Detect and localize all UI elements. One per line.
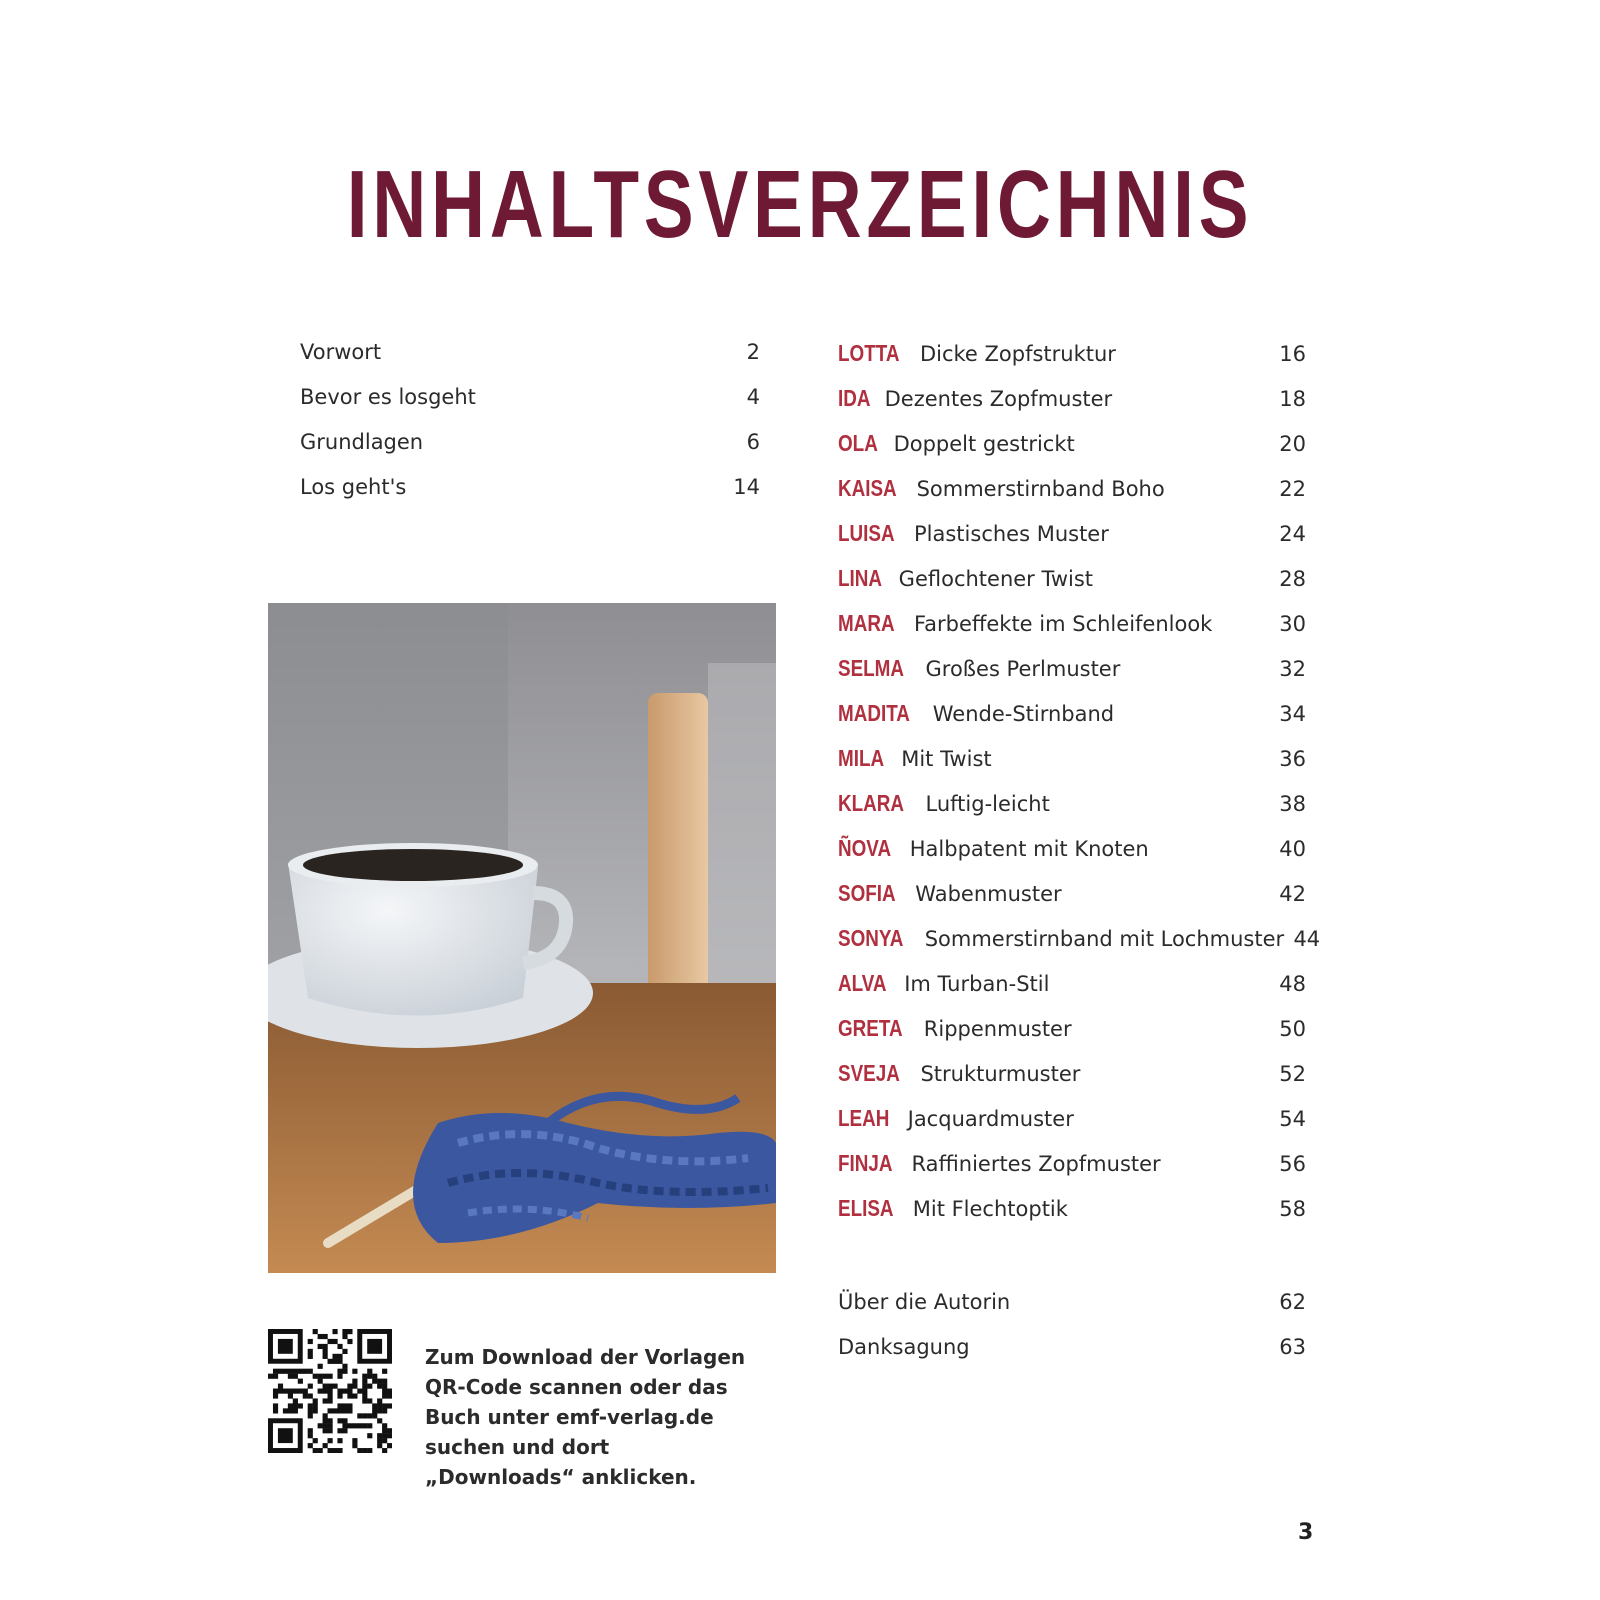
toc-page-number: 44 — [1293, 927, 1321, 951]
pattern-name: LOTTA — [838, 340, 900, 366]
pattern-name: ÑOVA — [838, 835, 892, 861]
pattern-name: OLA — [838, 430, 878, 456]
toc-entry[interactable] — [838, 1015, 1306, 1060]
knitting-coffee-photo — [268, 603, 776, 1273]
toc-label: Vorwort — [300, 340, 382, 364]
pattern-name: SOFIA — [838, 880, 896, 906]
pattern-name: SONYA — [838, 925, 904, 951]
toc-label: Luftig-leicht — [925, 792, 1050, 816]
pattern-name: SELMA — [838, 655, 905, 681]
toc-entry[interactable] — [838, 925, 1321, 970]
toc-page-number: 24 — [1279, 522, 1306, 546]
toc-label: Großes Perlmuster — [925, 657, 1121, 681]
pattern-name: LINA — [838, 565, 883, 591]
pattern-toc — [838, 340, 1321, 1240]
toc-entry[interactable] — [838, 970, 1306, 1015]
toc-page-number: 30 — [1279, 612, 1306, 636]
toc-entry[interactable] — [838, 385, 1306, 430]
toc-entry[interactable] — [838, 790, 1306, 835]
toc-label: Los geht's — [300, 475, 407, 499]
toc-page-number: 58 — [1279, 1197, 1306, 1221]
toc-label: Halbpatent mit Knoten — [909, 837, 1149, 861]
toc-page-number: 22 — [1279, 477, 1306, 501]
toc-label: Sommerstirnband mit Lochmuster — [924, 927, 1285, 951]
toc-entry[interactable] — [838, 1105, 1306, 1150]
toc-label: Rippenmuster — [923, 1017, 1072, 1041]
toc-page-number: 54 — [1279, 1107, 1306, 1131]
toc-page-number: 32 — [1279, 657, 1306, 681]
toc-entry[interactable] — [838, 610, 1306, 655]
toc-label: Doppelt gestrickt — [893, 432, 1075, 456]
toc-entry[interactable] — [838, 700, 1306, 745]
toc-page-number: 48 — [1279, 972, 1306, 996]
toc-entry[interactable] — [838, 1195, 1306, 1240]
toc-page-number: 36 — [1279, 747, 1306, 771]
pattern-name: IDA — [838, 385, 871, 411]
toc-page-number: 52 — [1279, 1062, 1306, 1086]
toc-entry[interactable] — [300, 340, 760, 385]
toc-page-number: 38 — [1279, 792, 1306, 816]
toc-label: Über die Autorin — [838, 1290, 1011, 1314]
toc-page-number: 14 — [733, 475, 760, 499]
toc-entry[interactable] — [838, 1290, 1306, 1335]
toc-label: Wabenmuster — [915, 882, 1062, 906]
toc-entry[interactable] — [838, 430, 1306, 475]
toc-label: Raffiniertes Zopfmuster — [911, 1152, 1161, 1176]
pattern-name: MILA — [838, 745, 885, 771]
toc-entry[interactable] — [838, 1335, 1306, 1380]
toc-entry[interactable] — [838, 340, 1306, 385]
toc-page-number: 62 — [1279, 1290, 1306, 1314]
toc-label: Plastisches Muster — [914, 522, 1109, 546]
toc-page-number: 40 — [1279, 837, 1306, 861]
toc-entry[interactable] — [838, 880, 1306, 925]
page-title: INHALTSVERZEICHNIS — [346, 151, 1254, 258]
toc-entry[interactable] — [838, 565, 1306, 610]
toc-entry[interactable] — [838, 1060, 1306, 1105]
qr-code-graphic — [268, 1329, 392, 1453]
toc-entry[interactable] — [838, 745, 1306, 790]
pattern-name: KLARA — [838, 790, 905, 816]
toc-entry[interactable] — [300, 385, 760, 430]
pattern-name: LEAH — [838, 1105, 890, 1131]
pattern-name: ALVA — [838, 970, 887, 996]
pattern-name: LUISA — [838, 520, 895, 546]
toc-label: Jacquardmuster — [907, 1107, 1074, 1131]
toc-page-number: 34 — [1279, 702, 1306, 726]
toc-entry[interactable] — [838, 1150, 1306, 1195]
pattern-name: MARA — [838, 610, 895, 636]
toc-label: Mit Twist — [901, 747, 992, 771]
intro-toc — [300, 340, 760, 520]
toc-page-number: 2 — [746, 340, 760, 364]
toc-label: Strukturmuster — [920, 1062, 1081, 1086]
toc-entry[interactable] — [300, 430, 760, 475]
toc-entry[interactable] — [838, 520, 1306, 565]
toc-entry[interactable] — [838, 835, 1306, 880]
toc-page-number: 50 — [1279, 1017, 1306, 1041]
toc-page-number: 63 — [1279, 1335, 1306, 1359]
pattern-name: GRETA — [838, 1015, 903, 1041]
qr-code[interactable] — [268, 1329, 392, 1453]
toc-page-number: 18 — [1279, 387, 1306, 411]
pattern-name: KAISA — [838, 475, 897, 501]
photo-illustration — [268, 603, 776, 1273]
toc-label: Grundlagen — [300, 430, 424, 454]
toc-page-number: 20 — [1279, 432, 1306, 456]
toc-label: Mit Flechtoptik — [912, 1197, 1068, 1221]
toc-page-number: 6 — [746, 430, 760, 454]
pattern-name: SVEJA — [838, 1060, 900, 1086]
toc-page-number: 28 — [1279, 567, 1306, 591]
toc-page-number: 42 — [1279, 882, 1306, 906]
back-matter-toc — [838, 1290, 1306, 1380]
toc-label: Geflochtener Twist — [898, 567, 1094, 591]
toc-page-number: 16 — [1279, 342, 1306, 366]
toc-page-number: 56 — [1279, 1152, 1306, 1176]
toc-label: Dezentes Zopfmuster — [884, 387, 1113, 411]
pattern-name: FINJA — [838, 1150, 893, 1176]
pattern-name: ELISA — [838, 1195, 894, 1221]
page-number: 3 — [1298, 1520, 1314, 1545]
toc-page-number: 4 — [746, 385, 760, 409]
pattern-name: MADITA — [838, 700, 910, 726]
toc-entry[interactable] — [838, 475, 1306, 520]
toc-label: Dicke Zopfstruktur — [919, 342, 1116, 366]
toc-label: Im Turban-Stil — [904, 972, 1050, 996]
toc-entry[interactable] — [838, 655, 1306, 700]
toc-label: Farbeffekte im Schleifenlook — [914, 612, 1213, 636]
toc-label: Sommerstirnband Boho — [916, 477, 1165, 501]
toc-label: Wende-Stirnband — [932, 702, 1115, 726]
toc-label: Bevor es losgeht — [300, 385, 476, 409]
toc-entry[interactable] — [300, 475, 760, 520]
toc-label: Danksagung — [838, 1335, 970, 1359]
download-instructions: Zum Download der Vorlagen QR-Code scannen oder das Buch unter emf-verlag.de suchen und dort „Downloads“ anklicken. — [425, 1345, 746, 1489]
